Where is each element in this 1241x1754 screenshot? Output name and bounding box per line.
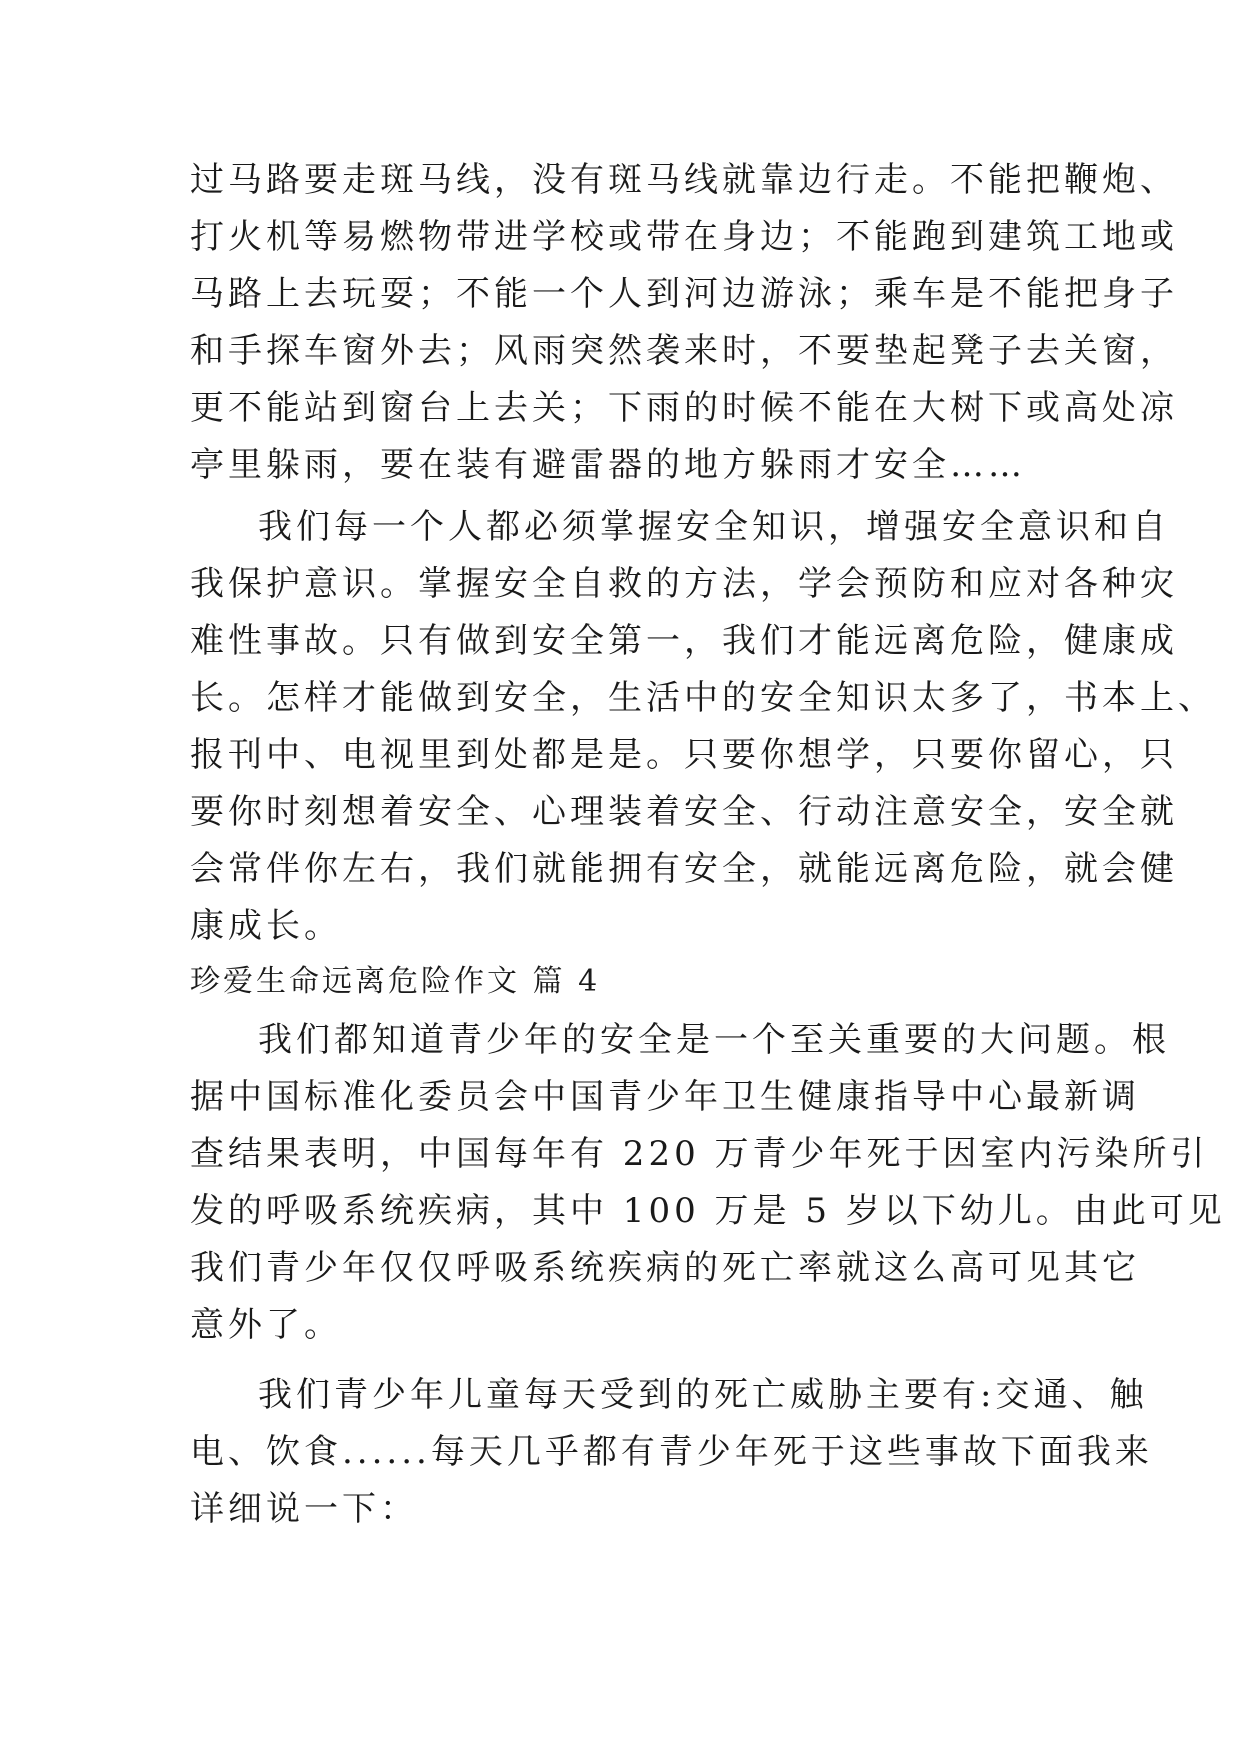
paragraph-line: 打火机等易燃物带进学校或带在身边；不能跑到建筑工地或 xyxy=(190,217,1178,257)
paragraph-line: 我保护意识。掌握安全自救的方法，学会预防和应对各种灾 xyxy=(190,564,1178,604)
section-heading: 珍爱生命远离危险作文 篇 4 xyxy=(190,964,601,999)
paragraph-line: 亭里躲雨，要在装有避雷器的地方躲雨才安全…… xyxy=(190,445,1026,485)
paragraph-line: 我们青少年仅仅呼吸系统疾病的死亡率就这么高可见其它 xyxy=(190,1248,1140,1288)
paragraph-line: 长。怎样才能做到安全，生活中的安全知识太多了，书本上、 xyxy=(190,678,1216,718)
paragraph-line: 据中国标准化委员会中国青少年卫生健康指导中心最新调 xyxy=(190,1077,1140,1117)
paragraph-line: 报刊中、电视里到处都是是。只要你想学，只要你留心，只 xyxy=(190,735,1178,775)
paragraph-line: 我们青少年儿童每天受到的死亡威胁主要有:交通、触 xyxy=(258,1375,1148,1415)
paragraph-line: 难性事故。只有做到安全第一，我们才能远离危险，健康成 xyxy=(190,621,1178,661)
paragraph-line: 和手探车窗外去；风雨突然袭来时，不要垫起凳子去关窗， xyxy=(190,331,1178,371)
paragraph-line: 发的呼吸系统疾病，其中 100 万是 5 岁以下幼儿。由此可见 xyxy=(190,1191,1226,1231)
paragraph-line: 查结果表明，中国每年有 220 万青少年死于因室内污染所引 xyxy=(190,1134,1209,1174)
paragraph-line: 电、饮食......每天几乎都有青少年死于这些事故下面我来 xyxy=(190,1432,1153,1472)
paragraph-line: 详细说一下： xyxy=(190,1489,418,1529)
paragraph-line: 康成长。 xyxy=(190,906,342,946)
paragraph-line: 意外了。 xyxy=(190,1305,342,1345)
paragraph-line: 过马路要走斑马线，没有斑马线就靠边行走。不能把鞭炮、 xyxy=(190,160,1178,200)
paragraph-line: 我们每一个人都必须掌握安全知识，增强安全意识和自 xyxy=(258,507,1170,547)
paragraph-line: 马路上去玩耍；不能一个人到河边游泳；乘车是不能把身子 xyxy=(190,274,1178,314)
paragraph-line: 更不能站到窗台上去关；下雨的时候不能在大树下或高处凉 xyxy=(190,388,1178,428)
paragraph-line: 要你时刻想着安全、心理装着安全、行动注意安全，安全就 xyxy=(190,792,1178,832)
paragraph-line: 会常伴你左右，我们就能拥有安全，就能远离危险，就会健 xyxy=(190,849,1178,889)
paragraph-line: 我们都知道青少年的安全是一个至关重要的大问题。根 xyxy=(258,1020,1170,1060)
